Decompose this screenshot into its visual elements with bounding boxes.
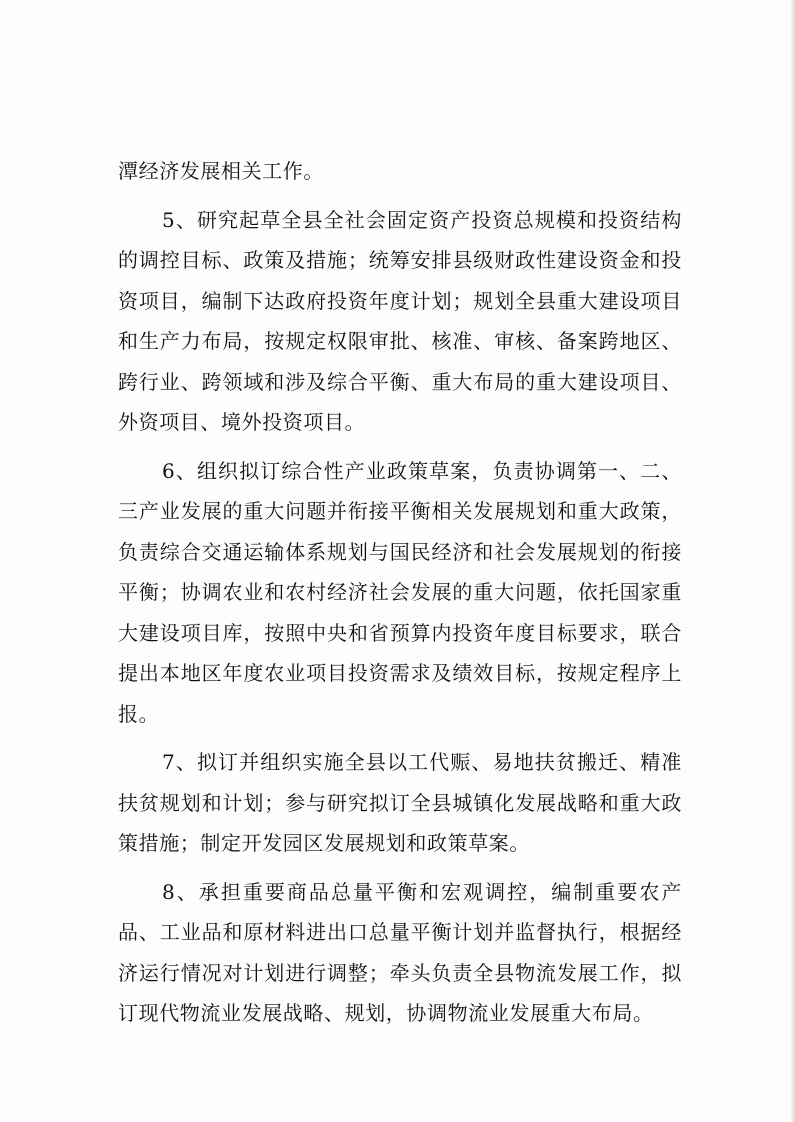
document-body (118, 151, 682, 1034)
scan-edge-shadow (791, 0, 795, 1122)
paragraph-item-5: 5、研究起草全县全社会固定资产投资总规模和投资结构的调控目标、政策及措施；统筹安排县级财政性建设资金和投资项目，编制下达政府投资年度计划；规划全县重大建设项目和生产力布局，按规定权限审批、核准、审核、备案跨地区、跨行业、跨领域和涉及综合平衡、重大布局的重大建设项目、外资项目、境外投资项目。 (118, 207, 682, 434)
paragraph-item-7: 7、拟订并组织实施全县以工代赈、易地扶贫搬迁、精准扶贫规划和计划；参与研究拟订全县城镇化发展战略和重大政策措施；制定开发园区发展规划和政策草案。 (118, 750, 682, 855)
paragraph-continuation: 潭经济发展相关工作。 (118, 159, 324, 183)
paragraph-item-6: 6、组织拟订综合性产业政策草案，负责协调第一、二、三产业发展的重大问题并衔接平衡相关发展规划和重大政策，负责综合交通运输体系规划与国民经济和社会发展规划的衔接平衡；协调农业和农村经济社会发展的重大问题，依托国家重大建设项目库，按照中央和省预算内投资年度目标要求，联合提出本地区年度农业项目投资需求及绩效目标，按规定程序上报。 (118, 458, 682, 726)
paragraph-item-8: 8、承担重要商品总量平衡和宏观调控，编制重要农产品、工业品和原材料进出口总量平衡计划并监督执行，根据经济运行情况对计划进行调整；牵头负责全县物流发展工作，拟订现代物流业发展战略、规划，协调物流业发展重大布局。 (118, 879, 682, 1025)
